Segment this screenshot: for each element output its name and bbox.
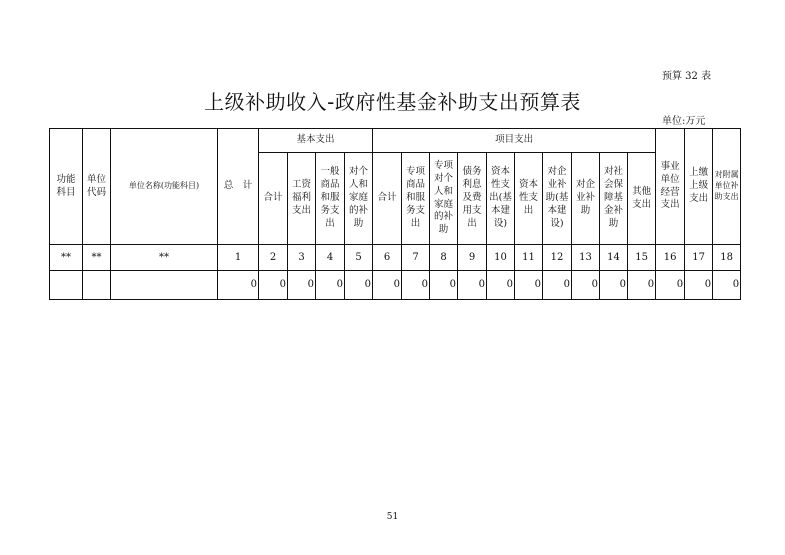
index-cell: 12 (543, 245, 572, 271)
header-project-sum: 合计 (373, 153, 402, 245)
header-project-expenditure: 项目支出 (373, 129, 656, 153)
index-cell: ** (83, 245, 111, 271)
index-cell: 6 (373, 245, 402, 271)
data-cell: 0 (543, 271, 572, 300)
data-cell: 0 (373, 271, 402, 300)
header-project-goods-services: 专项 商品 和服 务支 出 (402, 153, 430, 245)
data-cell: 0 (656, 271, 685, 300)
header-unit-code: 单位 代码 (83, 129, 111, 245)
index-cell: 7 (402, 245, 430, 271)
header-capital-construction: 资本 性支 出(基 本建 设) (487, 153, 515, 245)
data-cell: 0 (218, 271, 259, 300)
index-cell: 1 (218, 245, 259, 271)
unit-label: 单位:万元 (662, 116, 706, 127)
data-cell: 0 (685, 271, 713, 300)
index-row (50, 245, 741, 271)
header-social-security-subsidy: 对社 会保 障基 金补 助 (600, 153, 628, 245)
header-basic-goods-services: 一般 商品 和服 务支 出 (316, 153, 345, 245)
data-cell: 0 (458, 271, 487, 300)
index-cell: ** (111, 245, 218, 271)
index-cell: 2 (259, 245, 288, 271)
index-cell: 4 (316, 245, 345, 271)
data-cell (111, 271, 218, 300)
index-cell: 17 (685, 245, 713, 271)
page-number: 51 (386, 512, 399, 522)
header-function-code: 功能 科目 (50, 129, 83, 245)
data-cell: 0 (288, 271, 316, 300)
data-cell (50, 271, 83, 300)
header-other-expenditure: 其他 支出 (628, 153, 656, 245)
header-capital-expenditure: 资本 性支 出 (515, 153, 543, 245)
data-cell: 0 (316, 271, 345, 300)
index-cell: 8 (430, 245, 458, 271)
data-cell: 0 (259, 271, 288, 300)
index-cell: 14 (600, 245, 628, 271)
data-cell: 0 (430, 271, 458, 300)
data-cell: 0 (628, 271, 656, 300)
index-cell: 5 (345, 245, 373, 271)
header-enterprise-subsidy-construction: 对企 业补 助(基 本建 设) (543, 153, 572, 245)
data-cell: 0 (713, 271, 741, 300)
header-affiliated-subsidy: 对附属 单位补 助支出 (713, 129, 741, 245)
data-cell: 0 (402, 271, 430, 300)
index-cell: 13 (572, 245, 600, 271)
data-cell: 0 (345, 271, 373, 300)
budget-table (49, 128, 741, 300)
data-cell: 0 (572, 271, 600, 300)
index-cell: 3 (288, 245, 316, 271)
index-cell: 10 (487, 245, 515, 271)
table-number-label: 预算 32 表 (662, 71, 712, 82)
header-total: 总 计 (218, 129, 259, 245)
index-cell: ** (50, 245, 83, 271)
header-enterprise-subsidy: 对企 业补 助 (572, 153, 600, 245)
header-basic-salary: 工资 福利 支出 (288, 153, 316, 245)
header-debt-interest: 债务 利息 及费 用支 出 (458, 153, 487, 245)
page-title: 上级补助收入-政府性基金补助支出预算表 (204, 90, 581, 114)
index-cell: 9 (458, 245, 487, 271)
header-basic-personal-subsidy: 对个 人和 家庭 的补 助 (345, 153, 373, 245)
data-cell (83, 271, 111, 300)
data-cell: 0 (487, 271, 515, 300)
header-basic-sum: 合计 (259, 153, 288, 245)
header-upper-payment: 上缴 上级 支出 (685, 129, 713, 245)
index-cell: 18 (713, 245, 741, 271)
index-cell: 16 (656, 245, 685, 271)
header-undertaking-expenditure: 事业 单位 经营 支出 (656, 129, 685, 245)
table-row (50, 271, 741, 300)
header-basic-expenditure: 基本支出 (259, 129, 373, 153)
index-cell: 11 (515, 245, 543, 271)
index-cell: 15 (628, 245, 656, 271)
data-cell: 0 (600, 271, 628, 300)
data-cell: 0 (515, 271, 543, 300)
header-unit-name: 单位名称(功能科目) (111, 129, 218, 245)
header-project-personal-subsidy: 专项 对个 人和 家庭 的补 助 (430, 153, 458, 245)
